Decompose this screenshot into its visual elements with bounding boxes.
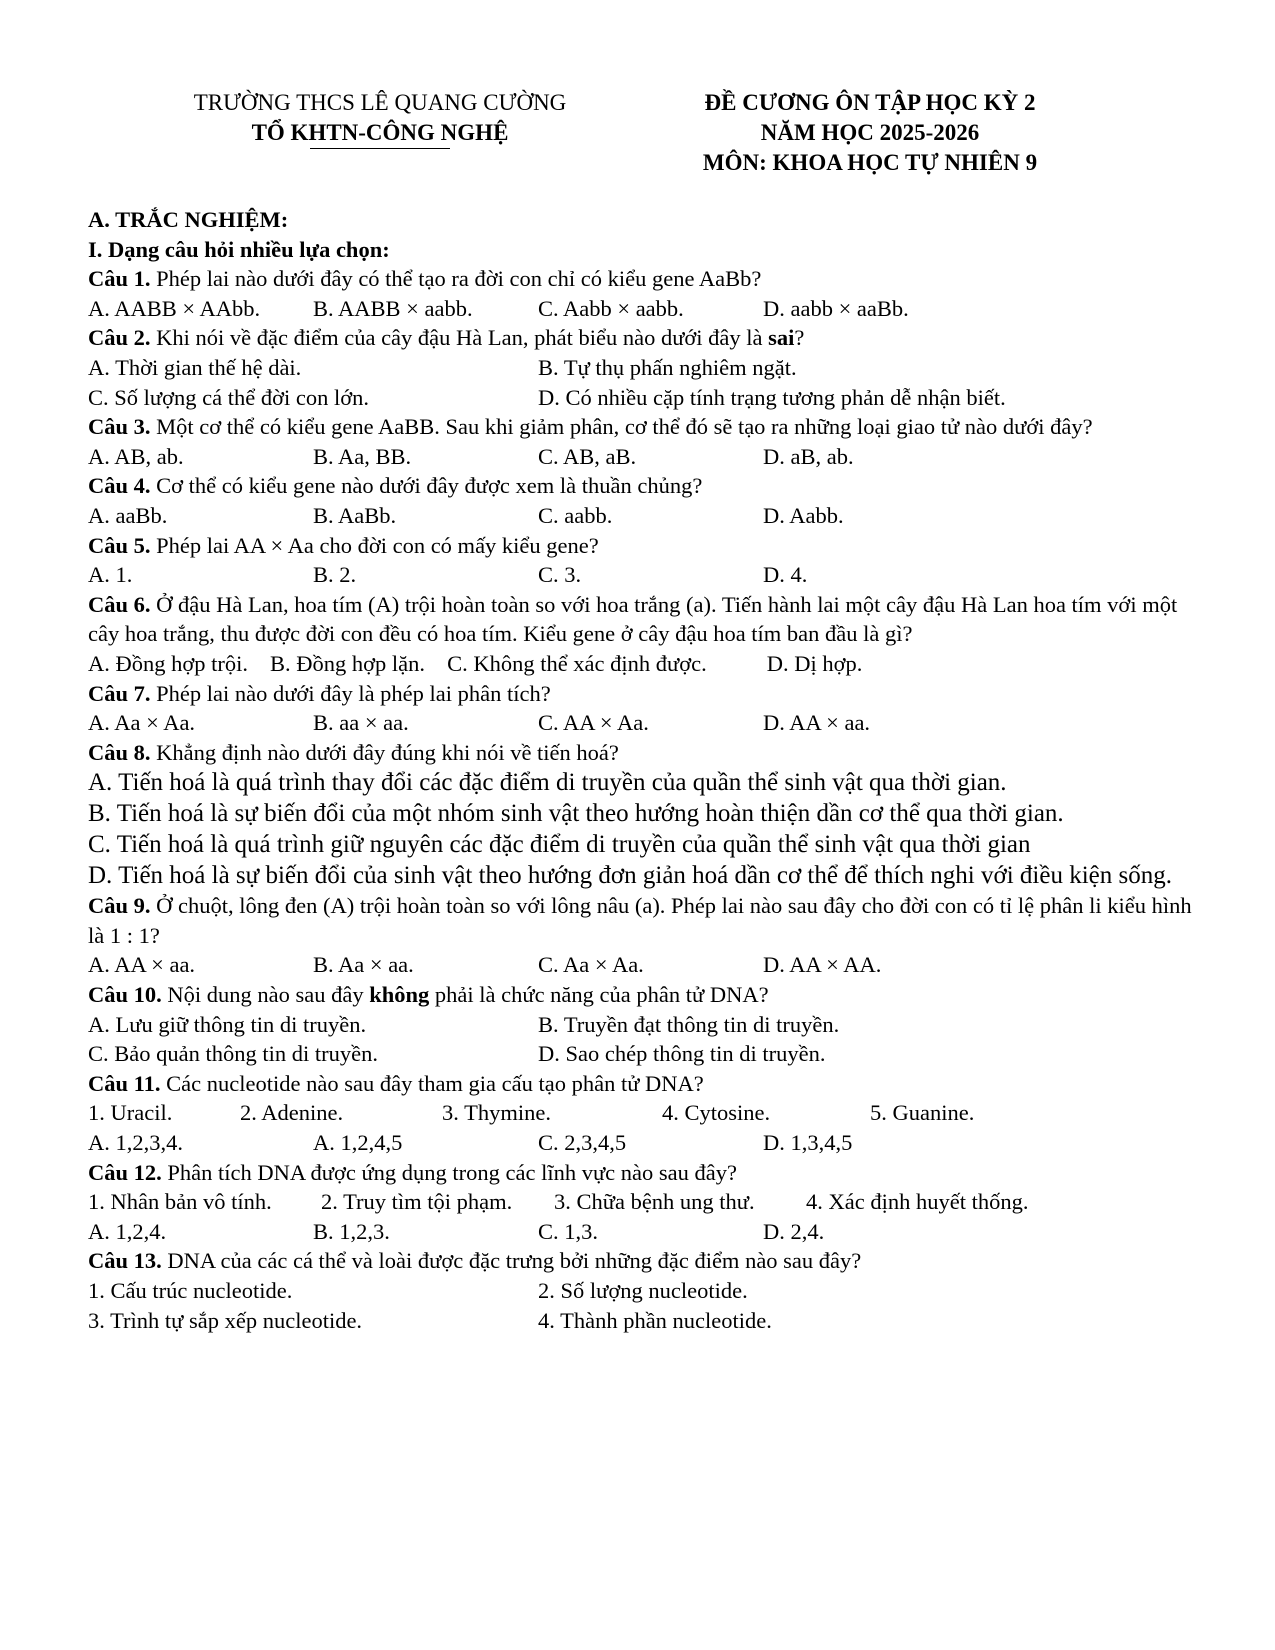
- question-text-end: ?: [794, 325, 805, 351]
- item-2: 2. Truy tìm tội phạm.: [321, 1189, 513, 1215]
- question-label: Câu 9.: [88, 893, 151, 919]
- option-c: C. Tiến hoá là quá trình giữ nguyên các đặc điểm di truyền của quần thể sinh vật qua thời gian: [88, 831, 1031, 859]
- option-d: D. 1,3,4,5: [763, 1130, 853, 1156]
- question-label: Câu 13.: [88, 1248, 162, 1274]
- option-d: D. aabb × aaBb.: [763, 295, 909, 321]
- option-b: B. 2.: [313, 562, 357, 588]
- option-c: C. Bảo quản thông tin di truyền.: [88, 1041, 378, 1067]
- school-name: TRƯỜNG THCS LÊ QUANG CƯỜNG: [193, 90, 567, 115]
- item-3: 3. Chữa bệnh ung thư.: [554, 1189, 755, 1215]
- item-4: 4. Thành phần nucleotide.: [538, 1307, 772, 1333]
- option-c: C. 3.: [538, 562, 582, 588]
- item-3: 3. Thymine.: [442, 1100, 551, 1126]
- items-row: [88, 1187, 1198, 1217]
- question-label: Câu 7.: [88, 680, 151, 706]
- question-5: [88, 531, 1198, 561]
- item-1: 1. Nhân bản vô tính.: [88, 1189, 272, 1215]
- item-4: 4. Xác định huyết thống.: [806, 1189, 1029, 1215]
- question-7: [88, 679, 1198, 709]
- item-2: 2. Adenine.: [240, 1100, 344, 1126]
- option-b: B. AaBb.: [313, 502, 397, 528]
- option-c: C. 2,3,4,5: [538, 1130, 627, 1156]
- question-text: Ở đậu Hà Lan, hoa tím (A) trội hoàn toàn so với hoa trắng (a). Tiến hành lai một cây đậu Hà Lan hoa tím với một cây hoa trắng, thu được đời con đều có hoa tím. Kiểu gene ở cây đậu hoa tím ban đầu là gì?: [88, 591, 1178, 647]
- document-title: ĐỀ CƯƠNG ÔN TẬP HỌC KỲ 2: [704, 90, 1036, 115]
- question-text: Một cơ thể có kiểu gene AaBB. Sau khi giảm phân, cơ thể đó sẽ tạo ra những loại giao tử nào dưới đây?: [150, 414, 1093, 440]
- items-row: [88, 1306, 1198, 1336]
- school-year: NĂM HỌC 2025-2026: [760, 120, 980, 145]
- option-a: A. Tiến hoá là quá trình thay đổi các đặc điểm di truyền của quần thể sinh vật qua thời gian.: [88, 769, 1007, 797]
- question-label: Câu 2.: [88, 325, 151, 351]
- document-body: [88, 205, 1198, 1335]
- option-b: B. aa × aa.: [313, 710, 409, 736]
- option-d: D. 2,4.: [763, 1218, 825, 1244]
- question-8: [88, 738, 1198, 768]
- option-d: D. aB, ab.: [763, 443, 854, 469]
- question-label: Câu 1.: [88, 266, 151, 292]
- options-row: [88, 1128, 1198, 1158]
- question-3: [88, 412, 1198, 442]
- option-d: D. 4.: [763, 562, 808, 588]
- option-d: D. Aabb.: [763, 502, 844, 528]
- option-c: C. AB, aB.: [538, 443, 637, 469]
- question-text-end: phải là chức năng của phân tử DNA?: [429, 982, 769, 1008]
- question-10: [88, 980, 1198, 1010]
- option-b: B. Aa, BB.: [313, 443, 412, 469]
- question-1: [88, 264, 1198, 294]
- question-label: Câu 4.: [88, 473, 151, 499]
- question-label: Câu 10.: [88, 982, 162, 1008]
- option-a: A. AB, ab.: [88, 443, 184, 469]
- option-c: C. Aa × Aa.: [538, 952, 644, 978]
- option-a: A. 1,2,3,4.: [88, 1130, 183, 1156]
- option-b: B. Tiến hoá là sự biến đổi của một nhóm sinh vật theo hướng hoàn thiện dần cơ thể qua thời gian.: [88, 800, 1064, 828]
- options-row: [88, 1010, 1198, 1040]
- question-text: Phân tích DNA được ứng dụng trong các lĩnh vực nào sau đây?: [161, 1159, 737, 1185]
- option-a: A. AABB × AAbb.: [88, 295, 261, 321]
- options-row: [88, 950, 1198, 980]
- header-left: [150, 88, 610, 149]
- option-c: C. Aabb × aabb.: [538, 295, 684, 321]
- item-3: 3. Trình tự sắp xếp nucleotide.: [88, 1307, 363, 1333]
- item-2: 2. Số lượng nucleotide.: [538, 1278, 748, 1303]
- options-row: [88, 649, 1198, 679]
- question-text: Phép lai AA × Aa cho đời con có mấy kiểu gene?: [150, 532, 599, 558]
- option-d: D. AA × aa.: [763, 710, 871, 736]
- option-a: A. 1.: [88, 562, 133, 588]
- option-b: B. 1,2,3.: [313, 1218, 390, 1244]
- question-13: [88, 1246, 1198, 1276]
- option-b: B. Aa × aa.: [313, 952, 414, 978]
- question-9: [88, 891, 1198, 950]
- option-d: D. AA × AA.: [763, 952, 882, 978]
- option-c: C. Không thể xác định được.: [447, 650, 707, 676]
- question-label: Câu 3.: [88, 414, 151, 440]
- question-label: Câu 8.: [88, 739, 151, 765]
- option-c: C. 1,3.: [538, 1218, 599, 1244]
- option-d: D. Sao chép thông tin di truyền.: [538, 1041, 826, 1067]
- options-row: [88, 353, 1198, 383]
- options-row: [88, 708, 1198, 738]
- option-b: B. Tự thụ phấn nghiêm ngặt.: [538, 354, 797, 380]
- header-right: [640, 88, 1100, 178]
- options-row: [88, 383, 1198, 413]
- question-text: Nội dung nào sau đây: [161, 982, 370, 1008]
- option-a: A. Aa × Aa.: [88, 710, 196, 736]
- question-text: Ở chuột, lông đen (A) trội hoàn toàn so với lông nâu (a). Phép lai nào sau đây cho đời con có tỉ lệ phân li kiểu hình là 1 : 1?: [88, 893, 1192, 948]
- question-4: [88, 471, 1198, 501]
- options-row: [88, 501, 1198, 531]
- item-5: 5. Guanine.: [870, 1100, 975, 1126]
- options-row: [88, 1217, 1198, 1247]
- options-row: [88, 294, 1198, 324]
- item-1: 1. Cấu trúc nucleotide.: [88, 1278, 293, 1303]
- options-row: [88, 560, 1198, 590]
- option-c: C. AA × Aa.: [538, 710, 649, 736]
- option-b: A. 1,2,4,5: [313, 1130, 403, 1156]
- emphasis: không: [369, 982, 430, 1008]
- option-a: A. aaBb.: [88, 502, 168, 528]
- options-row: [88, 1039, 1198, 1069]
- question-text: Các nucleotide nào sau đây tham gia cấu tạo phân tử DNA?: [160, 1070, 704, 1096]
- emphasis: sai: [768, 325, 795, 351]
- items-row: [88, 1276, 1198, 1306]
- question-label: Câu 12.: [88, 1159, 162, 1185]
- option-d: D. Tiến hoá là sự biến đổi của sinh vật theo hướng đơn giản hoá dần cơ thể để thích nghi với điều kiện sống.: [88, 862, 1172, 890]
- question-11: [88, 1069, 1198, 1099]
- option-b: B. Đồng hợp lặn.: [270, 650, 426, 676]
- item-1: 1. Uracil.: [88, 1100, 173, 1126]
- option-a: A. Đồng hợp trội.: [88, 650, 249, 676]
- option-a: A. AA × aa.: [88, 952, 196, 978]
- option-d: D. Dị hợp.: [766, 650, 863, 676]
- option-b: B. AABB × aabb.: [313, 295, 473, 321]
- option-a: A. Thời gian thế hệ dài.: [88, 354, 302, 380]
- question-text: Cơ thể có kiểu gene nào dưới đây được xem là thuần chủng?: [150, 473, 703, 499]
- subject-name: MÔN: KHOA HỌC TỰ NHIÊN 9: [702, 150, 1038, 175]
- department-name: TỔ KHTN-CÔNG NGHỆ: [251, 120, 509, 145]
- items-row: [88, 1098, 1198, 1128]
- option-c: C. aabb.: [538, 502, 613, 528]
- question-text: Khi nói về đặc điểm của cây đậu Hà Lan, phát biểu nào dưới đây là: [150, 325, 769, 351]
- options-row: [88, 442, 1198, 472]
- question-label: Câu 6.: [88, 591, 151, 617]
- question-text: Phép lai nào dưới đây có thể tạo ra đời con chỉ có kiểu gene AaBb?: [150, 266, 762, 292]
- question-text: DNA của các cá thể và loài được đặc trưng bởi những đặc điểm nào sau đây?: [161, 1248, 862, 1274]
- question-12: [88, 1158, 1198, 1188]
- question-2: [88, 323, 1198, 353]
- subsection-heading: I. Dạng câu hỏi nhiều lựa chọn:: [88, 236, 390, 262]
- question-label: Câu 11.: [88, 1070, 161, 1096]
- option-b: B. Truyền đạt thông tin di truyền.: [538, 1011, 840, 1037]
- question-text: Phép lai nào dưới đây là phép lai phân tích?: [150, 680, 551, 706]
- question-text: Khẳng định nào dưới đây đúng khi nói về tiến hoá?: [150, 739, 619, 765]
- section-heading: A. TRẮC NGHIỆM:: [88, 207, 289, 232]
- question-label: Câu 5.: [88, 532, 151, 558]
- option-c: C. Số lượng cá thể đời con lớn.: [88, 384, 369, 410]
- question-6: [88, 590, 1198, 649]
- option-a: A. Lưu giữ thông tin di truyền.: [88, 1011, 367, 1037]
- item-4: 4. Cytosine.: [662, 1100, 771, 1126]
- option-d: D. Có nhiều cặp tính trạng tương phản dễ nhận biết.: [538, 384, 1006, 410]
- header-underline: [310, 148, 450, 149]
- option-a: A. 1,2,4.: [88, 1218, 167, 1244]
